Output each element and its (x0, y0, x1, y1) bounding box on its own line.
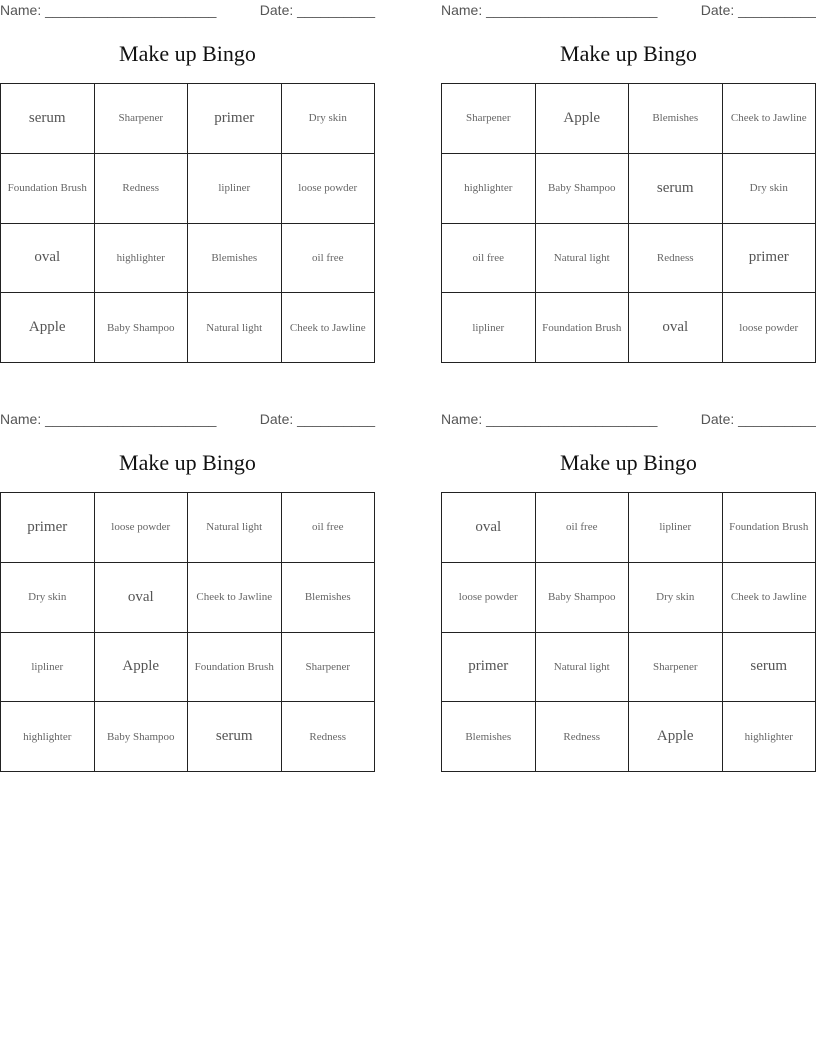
bingo-cell: Apple (1, 293, 95, 363)
bingo-cell: Redness (282, 702, 376, 772)
name-label: Name: ______________________ (0, 411, 217, 427)
header-line (0, 2, 375, 20)
bingo-cell: Blemishes (282, 563, 376, 633)
bingo-cell: Blemishes (629, 84, 723, 154)
bingo-cell: Apple (629, 702, 723, 772)
bingo-cell: serum (1, 84, 95, 154)
bingo-cell: serum (629, 154, 723, 224)
bingo-cell: Foundation Brush (188, 633, 282, 703)
date-label: Date: __________ (259, 2, 375, 18)
bingo-cell: Apple (95, 633, 189, 703)
bingo-cell: oval (442, 493, 536, 563)
bingo-card-1 (0, 0, 375, 365)
header-line (0, 411, 375, 429)
bingo-card-2 (441, 0, 816, 365)
bingo-cell: highlighter (442, 154, 536, 224)
bingo-cell: Dry skin (629, 563, 723, 633)
bingo-cell: lipliner (188, 154, 282, 224)
bingo-card-4 (441, 409, 816, 774)
bingo-cell: Foundation Brush (723, 493, 816, 563)
bingo-grid (0, 492, 375, 772)
bingo-cell: Cheek to Jawline (723, 84, 816, 154)
bingo-cell: Natural light (188, 293, 282, 363)
bingo-cell: Blemishes (188, 224, 282, 294)
bingo-cell: Foundation Brush (1, 154, 95, 224)
bingo-cell: Cheek to Jawline (188, 563, 282, 633)
card-title: Make up Bingo (119, 450, 256, 475)
date-label: Date: __________ (259, 411, 375, 427)
name-label: Name: ______________________ (0, 2, 217, 18)
bingo-cell: Natural light (188, 493, 282, 563)
bingo-cell: lipliner (629, 493, 723, 563)
bingo-cell: Baby Shampoo (95, 293, 189, 363)
bingo-cell: Cheek to Jawline (723, 563, 816, 633)
name-label: Name: ______________________ (441, 411, 658, 427)
bingo-cell: primer (1, 493, 95, 563)
bingo-cell: oil free (442, 224, 536, 294)
bingo-cell: Baby Shampoo (95, 702, 189, 772)
bingo-cell: Redness (629, 224, 723, 294)
bingo-cell: serum (723, 633, 816, 703)
bingo-cell: loose powder (723, 293, 816, 363)
header-line (441, 411, 816, 429)
bingo-cell: Sharpener (629, 633, 723, 703)
bingo-grid (0, 83, 375, 363)
bingo-cell: highlighter (1, 702, 95, 772)
bingo-cell: primer (188, 84, 282, 154)
bingo-cell: oil free (282, 493, 376, 563)
bingo-cell: loose powder (95, 493, 189, 563)
bingo-cell: oil free (536, 493, 630, 563)
bingo-cell: Sharpener (442, 84, 536, 154)
header-line (441, 2, 816, 20)
bingo-cell: Sharpener (95, 84, 189, 154)
bingo-cell: serum (188, 702, 282, 772)
bingo-cell: Blemishes (442, 702, 536, 772)
bingo-cell: Foundation Brush (536, 293, 630, 363)
bingo-cell: oval (1, 224, 95, 294)
bingo-cell: primer (723, 224, 816, 294)
bingo-cell: highlighter (723, 702, 816, 772)
bingo-cell: Redness (536, 702, 630, 772)
bingo-cell: Redness (95, 154, 189, 224)
bingo-cell: highlighter (95, 224, 189, 294)
bingo-cell: Dry skin (1, 563, 95, 633)
bingo-cell: loose powder (282, 154, 376, 224)
bingo-cell: lipliner (442, 293, 536, 363)
date-label: Date: __________ (700, 411, 816, 427)
card-title: Make up Bingo (560, 450, 697, 475)
card-title: Make up Bingo (119, 41, 256, 66)
bingo-cell: Sharpener (282, 633, 376, 703)
bingo-cell: lipliner (1, 633, 95, 703)
date-label: Date: __________ (700, 2, 816, 18)
bingo-cell: Apple (536, 84, 630, 154)
bingo-grid (441, 492, 816, 772)
bingo-grid (441, 83, 816, 363)
card-title: Make up Bingo (560, 41, 697, 66)
name-label: Name: ______________________ (441, 2, 658, 18)
bingo-cell: primer (442, 633, 536, 703)
bingo-cell: oil free (282, 224, 376, 294)
bingo-cell: Cheek to Jawline (282, 293, 376, 363)
bingo-cell: Natural light (536, 224, 630, 294)
bingo-card-3 (0, 409, 375, 774)
bingo-cell: loose powder (442, 563, 536, 633)
bingo-cell: Dry skin (282, 84, 376, 154)
bingo-cell: oval (95, 563, 189, 633)
bingo-cell: Dry skin (723, 154, 816, 224)
bingo-cell: Baby Shampoo (536, 563, 630, 633)
bingo-cell: Baby Shampoo (536, 154, 630, 224)
bingo-cell: oval (629, 293, 723, 363)
bingo-cell: Natural light (536, 633, 630, 703)
